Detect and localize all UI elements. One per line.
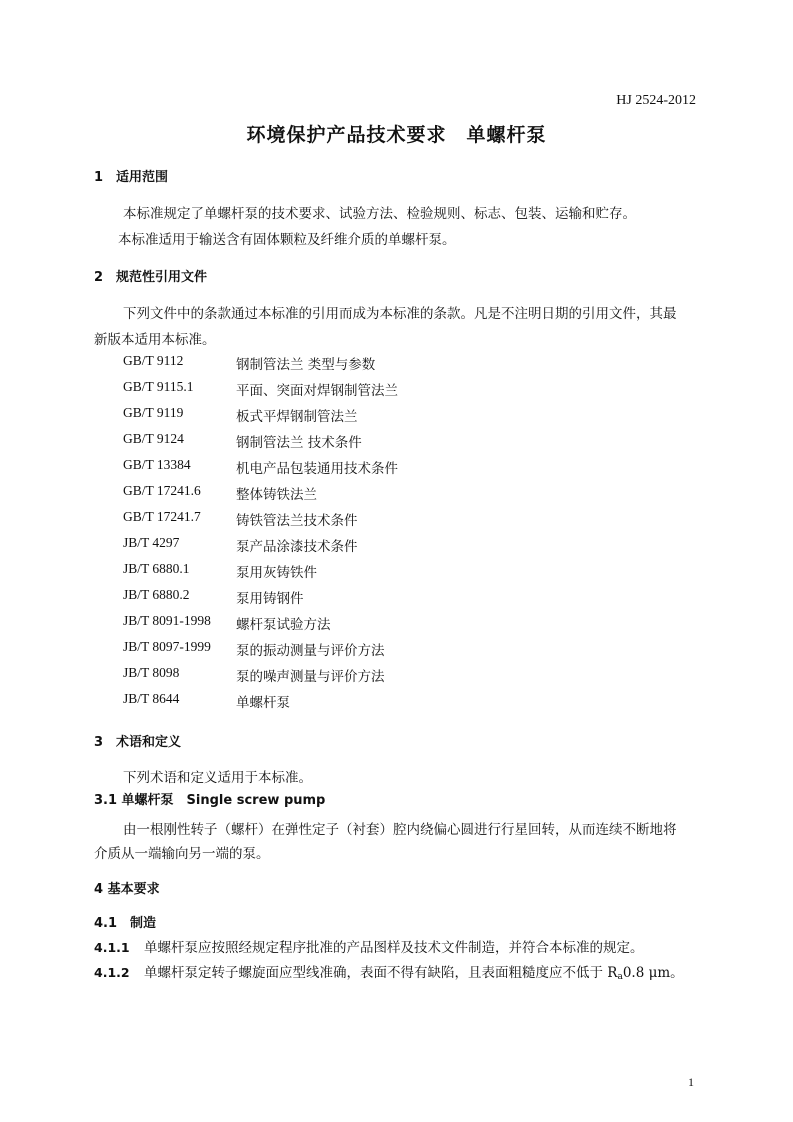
clause-4-1-2 [94, 961, 684, 982]
reference-title: 整体铸铁法兰 [236, 487, 317, 503]
reference-code: GB/T 9112 [123, 353, 184, 368]
section-2-heading [94, 266, 207, 285]
section-2-paragraph-line-2: 新版本适用本标准。 [94, 332, 216, 348]
reference-title: 泵产品涂漆技术条件 [236, 539, 358, 555]
reference-code: JB/T 4297 [123, 535, 180, 550]
standard-number: HJ 2524-2012 [616, 93, 696, 108]
reference-code: JB/T 6880.1 [123, 561, 190, 576]
reference-title: 钢制管法兰 类型与参数 [236, 357, 376, 373]
clause-4-1-2-text: 单螺杆泵定转子螺旋面应型线准确，表面不得有缺陷，且表面粗糙度应不低于 R [144, 965, 618, 981]
reference-title: 单螺杆泵 [236, 695, 290, 711]
section-2-number: 2 [94, 270, 104, 285]
reference-title: 铸铁管法兰技术条件 [236, 513, 358, 529]
clause-4-1-2-value: 0.8 μm。 [622, 965, 684, 981]
section-3-heading [94, 731, 181, 750]
section-1-heading [94, 166, 168, 185]
section-3-title: 术语和定义 [116, 735, 182, 750]
document-title: 环境保护产品技术要求 单螺杆泵 [246, 124, 547, 146]
section-1-paragraph-2: 本标准适用于输送含有固体颗粒及纤维介质的单螺杆泵。 [118, 232, 456, 248]
roughness-subscript: a [617, 972, 623, 982]
section-2-paragraph-line-1: 下列文件中的条款通过本标准的引用而成为本标准的条款。凡是不注明日期的引用文件，其最 [123, 306, 677, 322]
section-3-paragraph: 下列术语和定义适用于本标准。 [123, 770, 312, 786]
reference-code: GB/T 9124 [123, 431, 184, 446]
reference-code: GB/T 17241.6 [123, 483, 201, 498]
reference-code: GB/T 13384 [123, 457, 191, 472]
section-3-number: 3 [94, 735, 104, 750]
section-1-number: 1 [94, 170, 104, 185]
reference-code: JB/T 8644 [123, 691, 180, 706]
section-1-title: 适用范围 [116, 170, 169, 185]
subsection-4-1-heading: 4.1 制造 [94, 916, 157, 931]
reference-code: GB/T 9119 [123, 405, 184, 420]
reference-code: JB/T 8097-1999 [123, 639, 211, 654]
reference-title: 平面、突面对焊钢制管法兰 [236, 383, 398, 399]
clause-4-1-1-text: 单螺杆泵应按照经规定程序批准的产品图样及技术文件制造，并符合本标准的规定。 [144, 940, 644, 956]
reference-code: GB/T 9115.1 [123, 379, 194, 394]
reference-title: 泵用铸钢件 [236, 591, 304, 607]
reference-code: JB/T 8098 [123, 665, 180, 680]
clause-4-1-1-number: 4.1.1 [94, 940, 130, 955]
term-3-1-definition-line-1: 由一根刚性转子（螺杆）在弹性定子（衬套）腔内绕偏心圆进行行星回转，从而连续不断地将 [123, 822, 677, 838]
section-2-title: 规范性引用文件 [116, 270, 208, 285]
reference-title: 钢制管法兰 技术条件 [236, 435, 362, 451]
reference-title: 螺杆泵试验方法 [236, 617, 331, 633]
reference-code: JB/T 6880.2 [123, 587, 190, 602]
page-number: 1 [688, 1075, 694, 1089]
reference-title: 泵用灰铸铁件 [236, 565, 317, 581]
section-1-paragraph-1: 本标准规定了单螺杆泵的技术要求、试验方法、检验规则、标志、包装、运输和贮存。 [123, 206, 636, 222]
reference-title: 泵的振动测量与评价方法 [236, 643, 385, 659]
term-3-1-definition-line-2: 介质从一端输向另一端的泵。 [94, 846, 270, 862]
clause-4-1-2-number: 4.1.2 [94, 965, 130, 980]
term-3-1-heading: 3.1 单螺杆泵 Single screw pump [94, 793, 326, 808]
reference-code: JB/T 8091-1998 [123, 613, 211, 628]
section-4-heading: 4 基本要求 [94, 882, 160, 897]
reference-title: 板式平焊钢制管法兰 [236, 409, 358, 425]
clause-4-1-1 [94, 936, 644, 956]
reference-code: GB/T 17241.7 [123, 509, 201, 524]
reference-title: 泵的噪声测量与评价方法 [236, 669, 385, 685]
reference-title: 机电产品包装通用技术条件 [236, 461, 398, 477]
